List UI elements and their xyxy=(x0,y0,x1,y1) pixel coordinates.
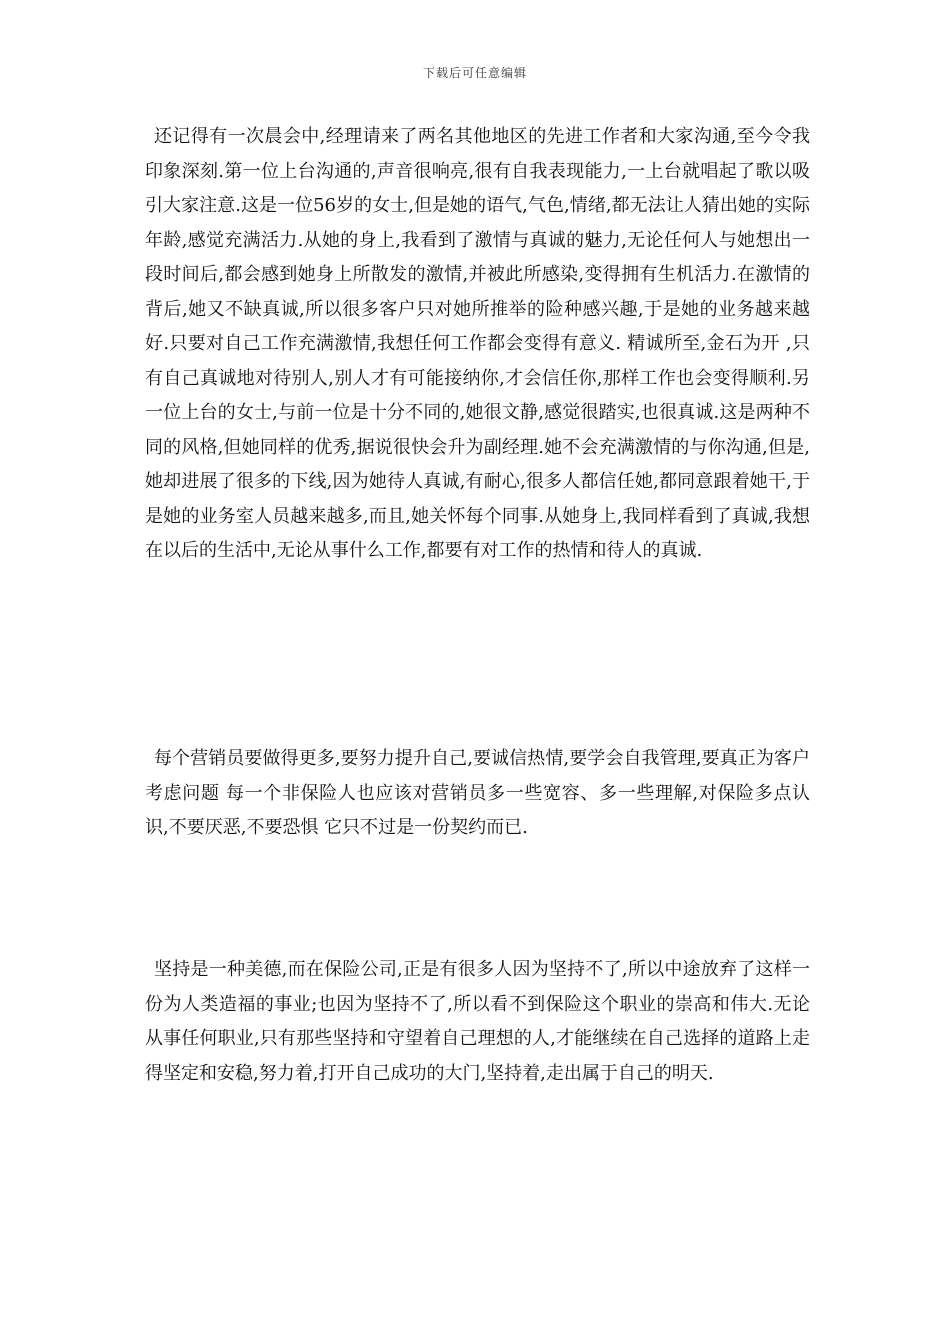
body-paragraph-3: 坚持是一种美德,而在保险公司,正是有很多人因为坚持不了,所以中途放弃了这样一份为人类造福的事业;也因为坚持不了,所以看不到保险这个职业的崇高和伟大.无论从事任何职业,只有那些坚持和守望着自己理想的人,才能继续在自己选择的道路上走得坚定和安稳,努力着,打开自己成功的大门,坚持着,走出属于自己的明天. xyxy=(145,959,810,1084)
body-paragraph-2: 每个营销员要做得更多,要努力提升自己,要诚信热情,要学会自我管理,要真正为客户考虑问题 每一个非保险人也应该对营销员多一些宽容、多一些理解,对保险多点认识,不要厌恶,不要恐惧 它只不过是一份契约而已. xyxy=(145,748,810,838)
body-paragraph-1: 还记得有一次晨会中,经理请来了两名其他地区的先进工作者和大家沟通,至今令我印象深刻.第一位上台沟通的,声音很响亮,很有自我表现能力,一上台就唱起了歌以吸引大家注意.这是一位56岁的女士,但是她的语气,气色,情绪,都无法让人猜出她的实际年龄,感觉充满活力.从她的身上,我看到了激情与真诚的魅力,无论任何人与她想出一段时间后,都会感到她身上所散发的激情,并被此所感染,变得拥有生机活力.在激情的背后,她又不缺真诚,所以很多客户只对她所推举的险种感兴趣,于是她的业务越来越好.只要对自己工作充满激情,我想任何工作都会变得有意义. 精诚所至,金石为开 ,只有自己真诚地对待别人,别人才有可能接纳你,才会信任你,那样工作也会变得顺利.另一位上台的女士,与前一位是十分不同的,她很文静,感觉很踏实,也很真诚.这是两种不同的风格,但她同样的优秀,据说很快会升为副经理.她不会充满激情的与你沟通,但是,她却进展了很多的下线,因为她待人真诚,有耐心,很多人都信任她,都同意跟着她干,于是她的业务室人员越来越多,而且,她关怀每个同事.从她身上,我同样看到了真诚,我想在以后的生活中,无论从事什么工作,都要有对工作的热情和待人的真诚. xyxy=(145,126,810,561)
page-header-note: 下载后可任意编辑 xyxy=(422,66,527,80)
